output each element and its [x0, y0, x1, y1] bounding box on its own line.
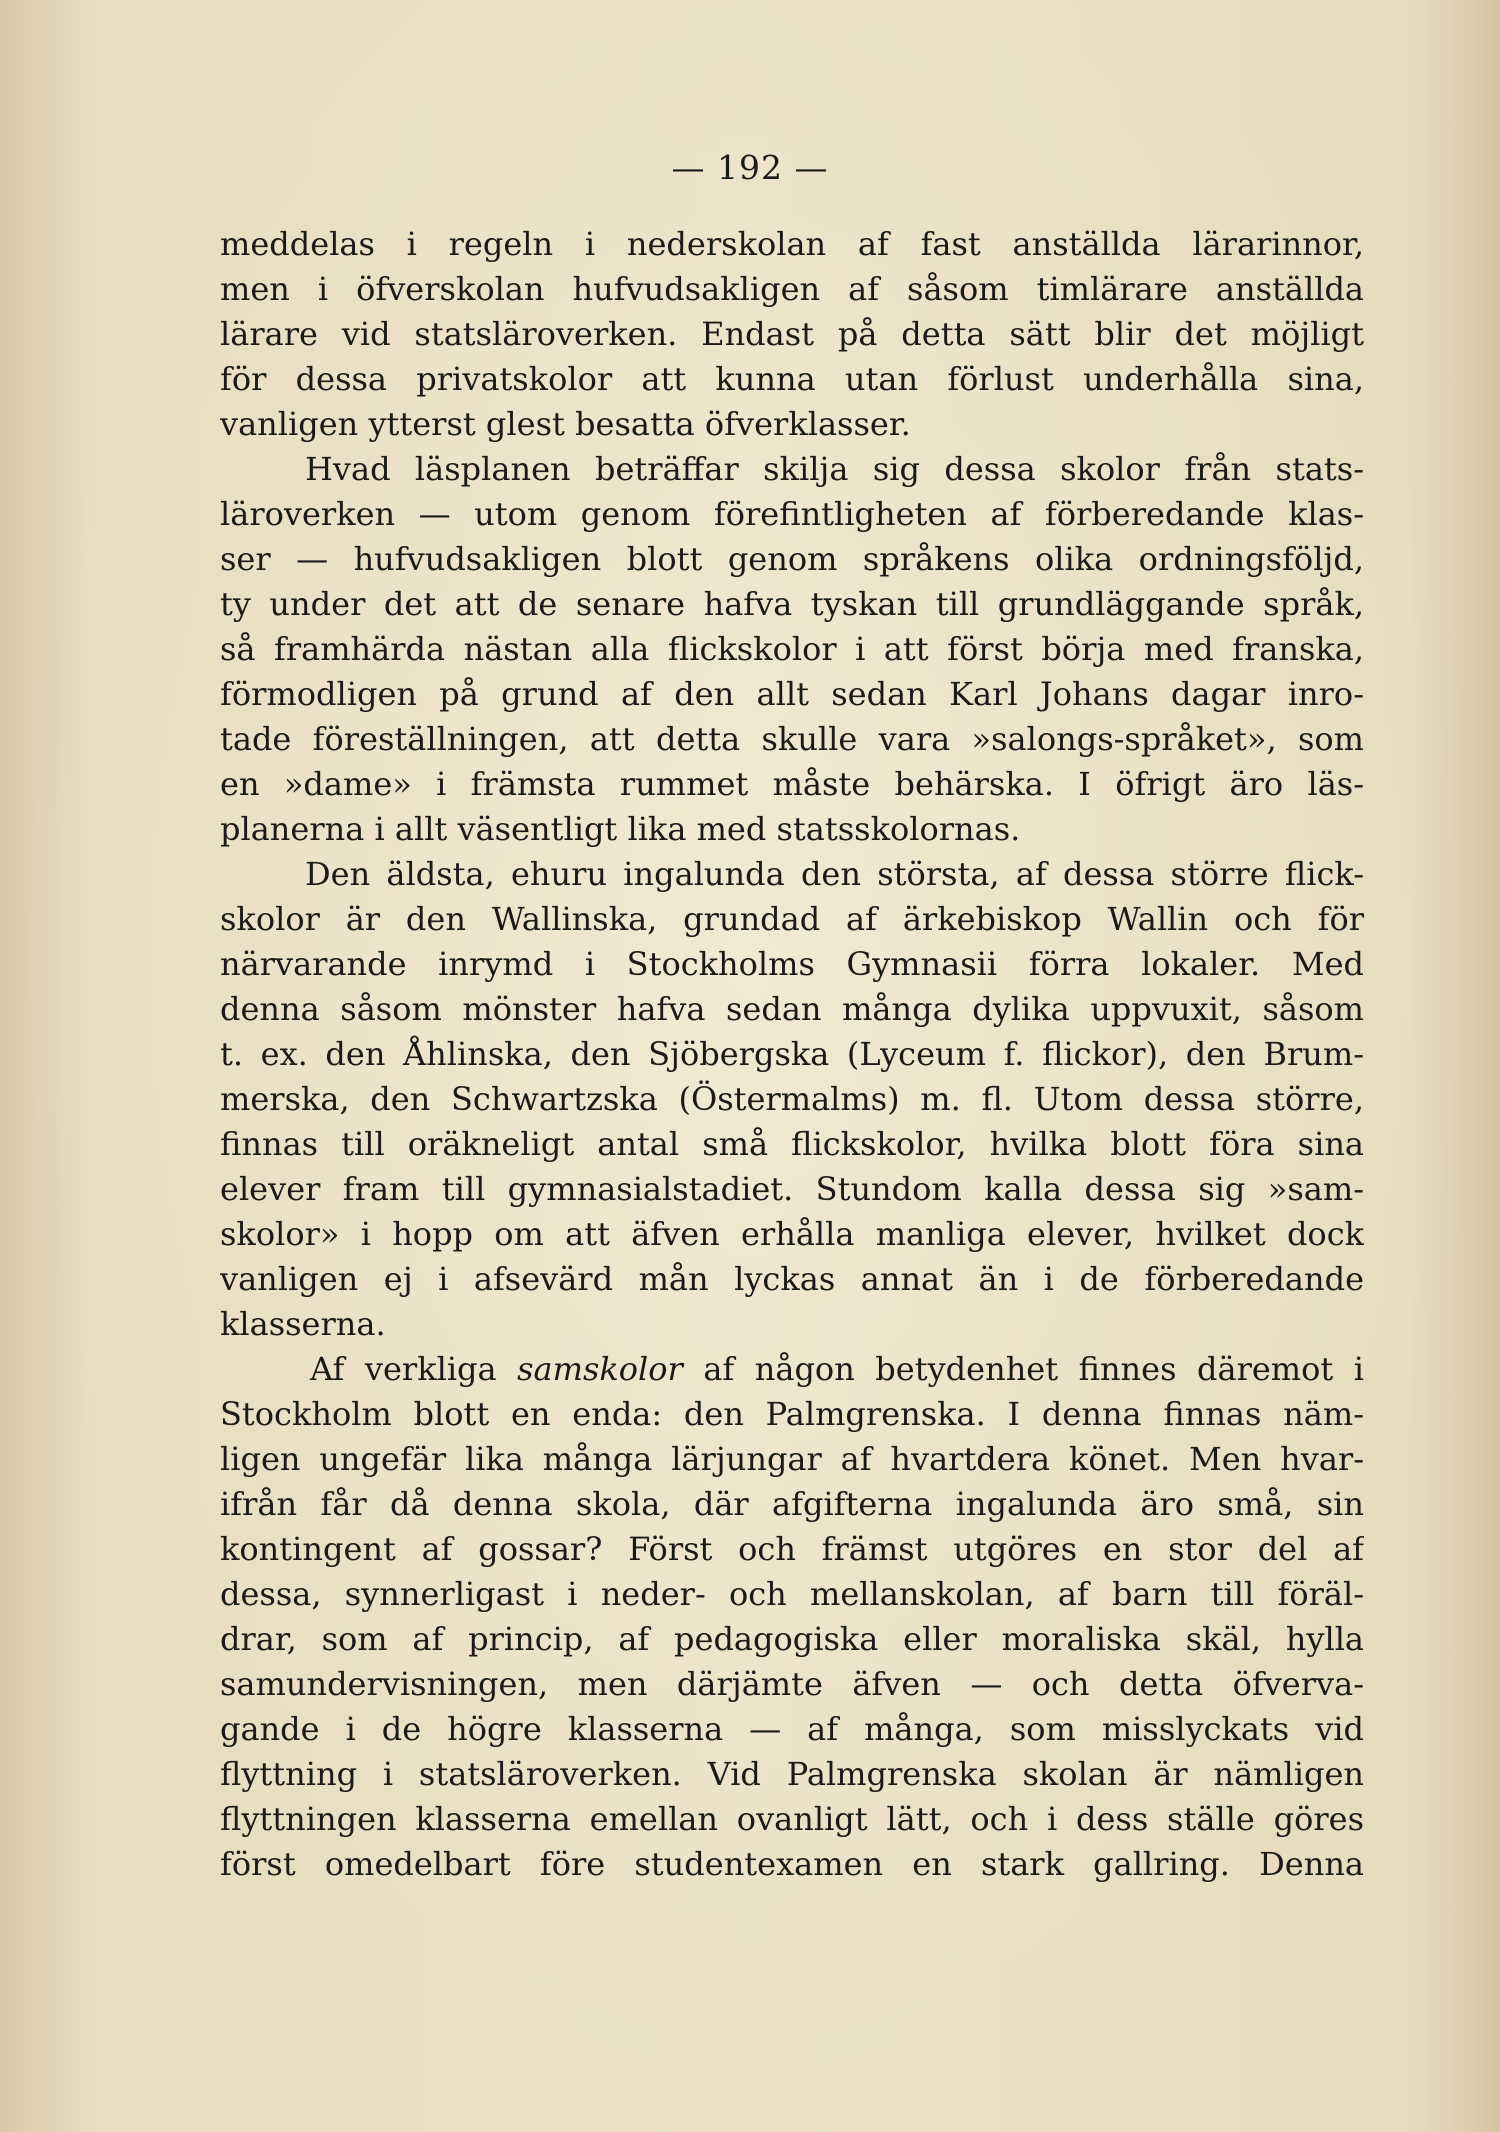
- text-line: dessa, synnerligast i neder- och mellanskolan, af barn till föräl-: [220, 1575, 1364, 1613]
- text-line: förmodligen på grund af den allt sedan Karl Johans dagar inro-: [220, 675, 1364, 713]
- text-line: närvarande inrymd i Stockholms Gymnasii förra lokaler. Med: [220, 945, 1364, 983]
- text-line: för dessa privatskolor att kunna utan förlust underhålla sina,: [220, 360, 1364, 398]
- body-text: [220, 222, 1364, 1887]
- text-line: vanligen ej i afsevärd mån lyckas annat än i de förberedande: [220, 1260, 1364, 1298]
- text-line: drar, som af princip, af pedagogiska eller moraliska skäl, hylla: [220, 1620, 1364, 1658]
- text-line: skolor» i hopp om att äfven erhålla manliga elever, hvilket dock: [220, 1215, 1364, 1253]
- text-line-with-italic: [220, 1347, 1364, 1392]
- text-line: gande i de högre klasserna — af många, som misslyckats vid: [220, 1710, 1364, 1748]
- text-line: klasserna.: [220, 1305, 386, 1343]
- text-line: ty under det att de senare hafva tyskan till grundläggande språk,: [220, 585, 1364, 623]
- text-line: Stockholm blott en enda: den Palmgrenska. I denna finnas näm-: [220, 1395, 1364, 1433]
- text-line: vanligen ytterst glest besatta öfverklasser.: [220, 405, 911, 443]
- text-line: Den äldsta, ehuru ingalunda den största, af dessa större flick-: [305, 855, 1364, 893]
- text-line: tade föreställningen, att detta skulle vara »salongs-språket», som: [220, 720, 1364, 758]
- text-line: men i öfverskolan hufvudsakligen af såsom timlärare anställda: [220, 270, 1364, 308]
- text-line: lärare vid statsläroverken. Endast på detta sätt blir det möjligt: [220, 315, 1364, 353]
- text-line: merska, den Schwartzska (Östermalms) m. fl. Utom dessa större,: [220, 1080, 1364, 1118]
- text-run: af någon betydenhet finnes däremot i: [682, 1350, 1364, 1388]
- text-line: en »dame» i främsta rummet måste behärska. I öfrigt äro läs-: [220, 765, 1364, 803]
- text-line: Hvad läsplanen beträffar skilja sig dessa skolor från stats-: [305, 450, 1364, 488]
- text-line: denna såsom mönster hafva sedan många dylika uppvuxit, såsom: [220, 990, 1364, 1028]
- text-line: planerna i allt väsentligt lika med statsskolornas.: [220, 810, 1021, 848]
- text-line: finnas till oräkneligt antal små flickskolor, hvilka blott föra sina: [220, 1125, 1364, 1163]
- text-line: så framhärda nästan alla flickskolor i att först börja med franska,: [220, 630, 1364, 668]
- text-line: t. ex. den Åhlinska, den Sjöbergska (Lyceum f. flickor), den Brum-: [220, 1035, 1364, 1073]
- text-line: först omedelbart före studentexamen en stark gallring. Denna: [220, 1845, 1364, 1883]
- text-line: ser — hufvudsakligen blott genom språkens olika ordningsföljd,: [220, 540, 1364, 578]
- text-line: flyttningen klasserna emellan ovanligt lätt, och i dess ställe göres: [220, 1800, 1364, 1838]
- text-line: ifrån får då denna skola, där afgifterna ingalunda äro små, sin: [220, 1485, 1364, 1523]
- text-line: skolor är den Wallinska, grundad af ärkebiskop Wallin och för: [220, 900, 1364, 938]
- text-line: meddelas i regeln i nederskolan af fast anställda lärarinnor,: [220, 225, 1364, 263]
- text-line: ligen ungefär lika många lärjungar af hvartdera könet. Men hvar-: [220, 1440, 1364, 1478]
- text-line: samundervisningen, men därjämte äfven — och detta öfverva-: [220, 1665, 1364, 1703]
- text-line: kontingent af gossar? Först och främst utgöres en stor del af: [220, 1530, 1364, 1568]
- page-number: — 192 —: [671, 148, 829, 187]
- text-run: Af verkliga: [310, 1350, 518, 1388]
- text-line: läroverken — utom genom förefintligheten af förberedande klas-: [220, 495, 1364, 533]
- text-line: elever fram till gymnasialstadiet. Stundom kalla dessa sig »sam-: [220, 1170, 1364, 1208]
- italic-term: samskolor: [517, 1350, 683, 1388]
- text-line: flyttning i statsläroverken. Vid Palmgrenska skolan är nämligen: [220, 1755, 1364, 1793]
